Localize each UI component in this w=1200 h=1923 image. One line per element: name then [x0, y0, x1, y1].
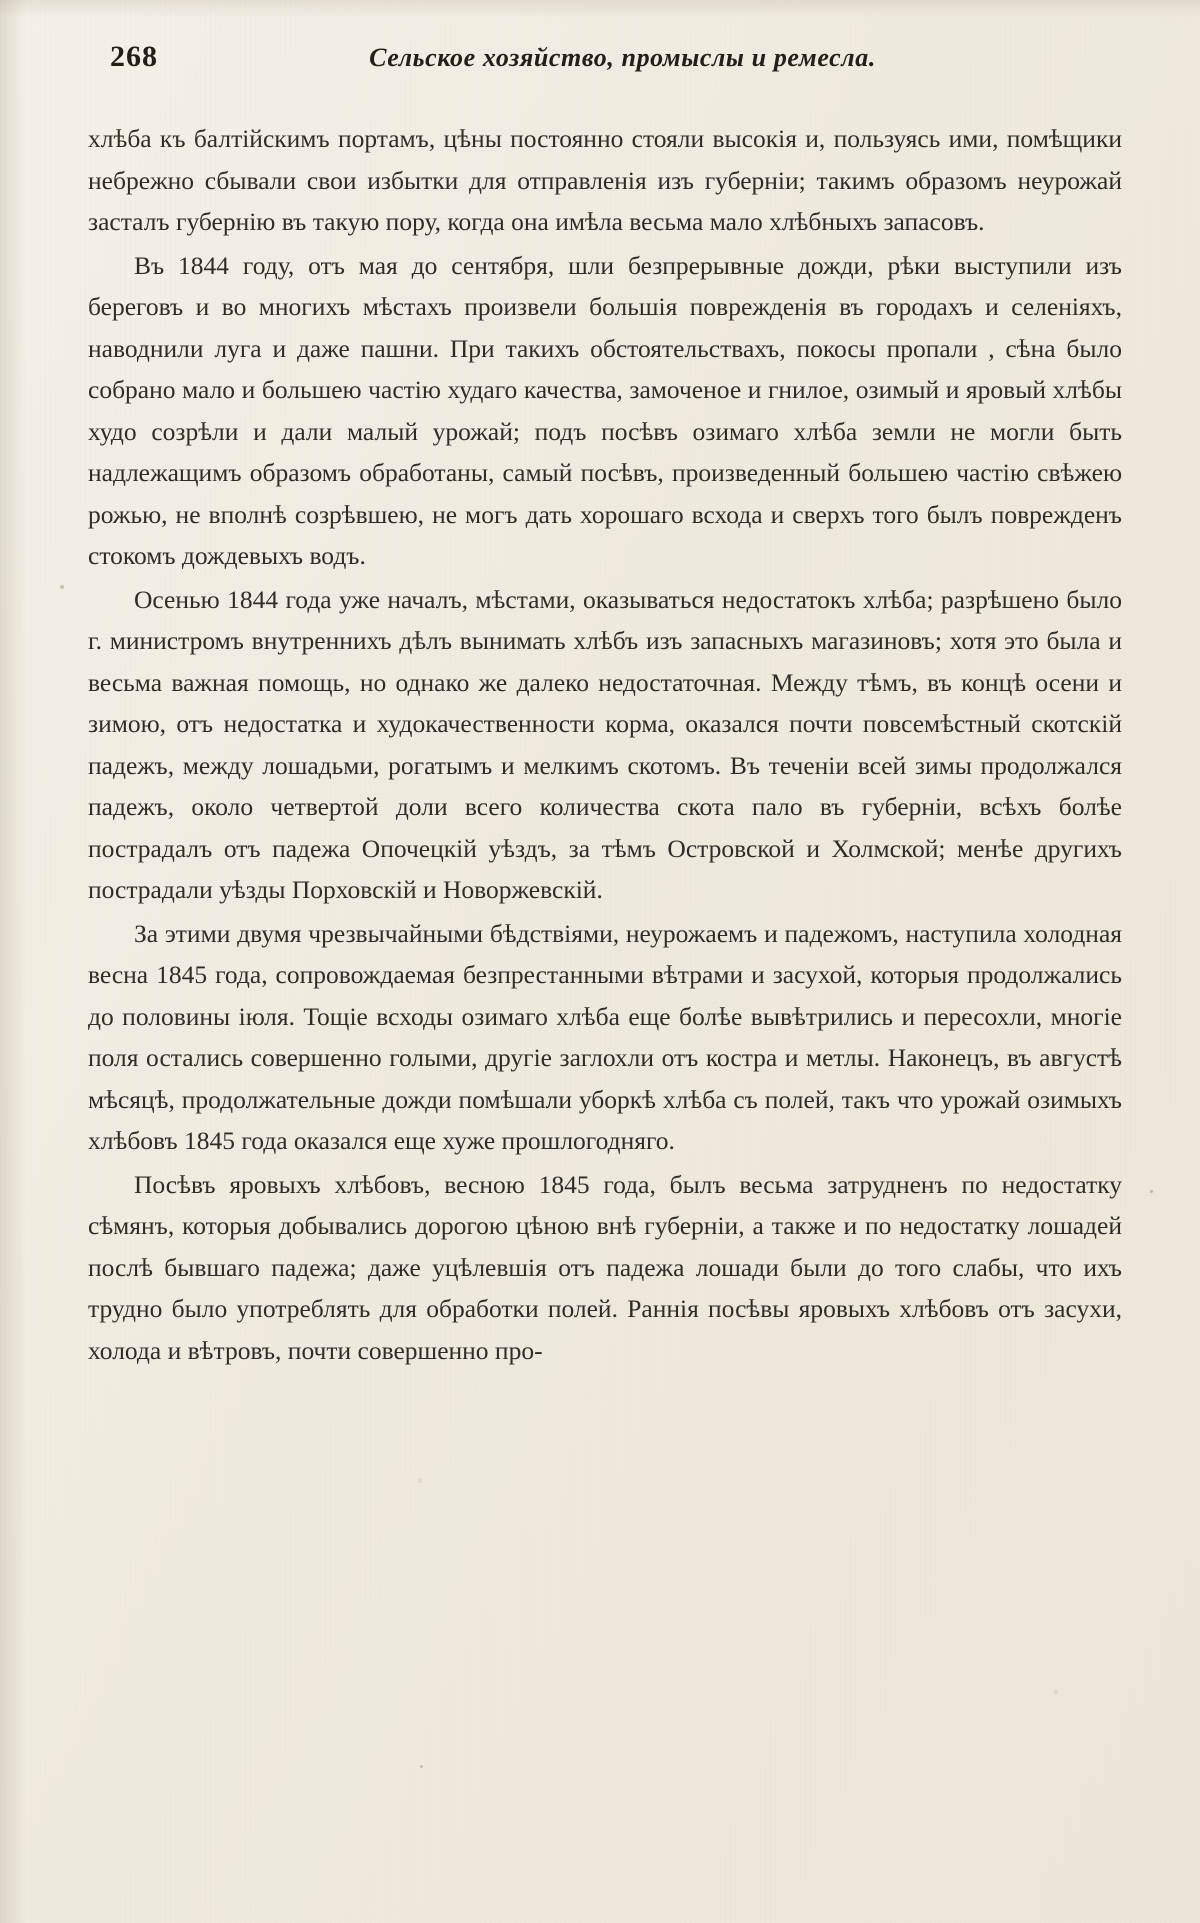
paragraph-1: хлѣба къ балтійскимъ портамъ, цѣны постоянно стояли высокія и, пользуясь ими, помѣщики небрежно сбывали свои избытки для отправленія изъ губерніи; такимъ образомъ неурожай засталъ губернію въ такую пору, когда она имѣла весьма мало хлѣбныхъ запасовъ. — [88, 124, 1122, 236]
body-text — [88, 118, 1122, 1371]
paragraph-2: Въ 1844 году, отъ мая до сентября, шли безпрерывные дожди, рѣки выступили изъ береговъ и во многихъ мѣстахъ произвели большія поврежденія въ городахъ и селеніяхъ, наводнили луга и даже пашни. При такихъ обстоятельствахъ, покосы пропали , сѣна было собрано мало и большею частію худаго качества, замоченое и гнилое, озимый и яровый хлѣбы худо созрѣли и дали малый урожай; подъ посѣвъ озимаго хлѣба земли не могли быть надлежащимъ образомъ обработаны, самый посѣвъ, произведенный большею частію свѣжею рожью, не вполнѣ созрѣвшею, не могъ дать хорошаго всхода и сверхъ того былъ поврежденъ стокомъ дождевыхъ водъ. — [88, 250, 1122, 570]
paragraph-4: За этими двумя чрезвычайными бѣдствіями, неурожаемъ и падежомъ, наступила холодная весна 1845 года, сопровождаемая безпрестанными вѣтрами и засухой, которыя продолжались до половины іюля. Тощіе всходы озимаго хлѣба еще болѣе вывѣтрились и пересохли, многіе поля остались совершенно голыми, другіе заглохли отъ костра и метлы. Наконецъ, въ августѣ мѣсяцѣ, продолжательные дожди помѣшали уборкѣ хлѣба съ полей, такъ что урожай озимыхъ хлѣбовъ 1845 года оказался еще хуже прошлогодняго. — [88, 918, 1122, 1155]
paper-speck — [420, 1765, 423, 1768]
paragraph-3: Осенью 1844 года уже началъ, мѣстами, оказываться недостатокъ хлѣба; разрѣшено было г. министромъ внутреннихъ дѣлъ вынимать хлѣбъ изъ запасныхъ магазиновъ; хотя это была и весьма важная помощь, но однако же далеко недостаточная. Между тѣмъ, въ концѣ осени и зимою, отъ недостатка и худокачественности корма, оказался почти повсемѣстный скотскій падежъ, между лошадьми, рогатымъ и мелкимъ скотомъ. Въ теченіи всей зимы продолжался падежъ, около четвертой доли всего количества скота пало въ губерніи, всѣхъ болѣе пострадалъ отъ падежа Опочецкій уѣздъ, за тѣмъ Островской и Холмской; менѣе другихъ пострадали уѣзды Порховскій и Новоржевскій. — [88, 584, 1122, 904]
page-number: 268 — [110, 40, 158, 73]
paragraph-5: Посѣвъ яровыхъ хлѣбовъ, весною 1845 года, былъ весьма затрудненъ по недостатку сѣмянъ, которыя добывались дорогою цѣною внѣ губерніи, а также и по недостатку лошадей послѣ бывшаго падежа; даже уцѣлевшія отъ падежа лошади были до того слабы, что ихъ трудно было употреблять для обработки полей. Раннія посѣвы яровыхъ хлѣбовъ отъ засухи, холода и вѣтровъ, почти совершенно про- — [88, 1169, 1122, 1365]
page-header — [88, 40, 1122, 74]
running-head: Сельское хозяйство, промыслы и ремесла. — [369, 43, 876, 72]
